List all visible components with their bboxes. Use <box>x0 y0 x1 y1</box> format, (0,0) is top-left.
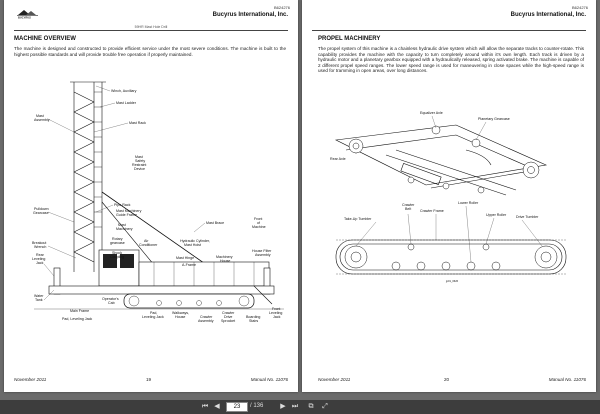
overview-paragraph: The machine is designed and constructed to provide efficient service under the most severe conditions. The machine is built to the highest possible standards and will provide trouble free operation if properly maintained. <box>14 46 286 57</box>
label-shock-coupling: Shock Coupling <box>110 251 125 259</box>
label-machinery-house: Machinery House <box>216 255 233 263</box>
label-mast-hinge: Mast Hinge <box>176 256 195 260</box>
label-air-conditioner: Air Conditioner <box>139 239 158 247</box>
drill-diagram <box>14 72 290 332</box>
header-divider <box>312 30 586 31</box>
label-pad-leveling-jack: Pad, Leveling Jack <box>62 317 93 321</box>
label-hydraulic-cylinder: Hydraulic Cylinder, Mast Hoist <box>180 239 210 247</box>
label-breakout-wrench: Breakout Wrench <box>32 241 47 249</box>
label-crawler-drive-sprocket: Crawler Drive Sprocket <box>221 311 236 323</box>
footer-date: November 2011 <box>318 377 351 382</box>
label-crawler-frame: Crawler Frame <box>420 209 444 213</box>
previous-page-icon[interactable]: ◀ <box>214 403 220 410</box>
label-pulldown-gearcase: Pulldown Gearcase <box>33 207 49 215</box>
company-name: Bucyrus International, Inc. <box>510 12 586 18</box>
doc-subtitle: 59HR Mast Hole Drill <box>134 25 168 29</box>
viewer-toolbar <box>0 400 600 414</box>
label-planetary-gearcase: Planetary Gearcase <box>478 117 510 121</box>
label-front-of-machine: Front of Machine <box>252 217 266 229</box>
label-winch-auxiliary: Winch, Auxiliary <box>111 89 137 93</box>
propel-paragraph: The propel system of this machine is a chainless hydraulic drive system which will allow the separate tracks to counter-rotate. This capability provides the machine with the capacity to turn completely around within it's own length. Each track is driven by a hydraulic motor and a planetary gearbox equipped with a hydraulically released, spring activated brake. The machine is capable of 2 different propel speed ranges. The lower speed range is used for maneuvering in close spaces while the high-speed range is used for tramming in open areas, over long distances. <box>318 46 584 74</box>
page-total: / 136 <box>250 403 264 409</box>
section-title: MACHINE OVERVIEW <box>14 36 76 42</box>
label-rotary-gearcase: Rotary gearcase <box>110 237 125 245</box>
page-20 <box>302 0 596 392</box>
label-main-frame: Main Frame <box>70 309 90 313</box>
next-page-icon[interactable]: ▶ <box>280 403 286 410</box>
doc-number: B624276 <box>273 5 290 10</box>
label-crawler-belt: Crawler Belt <box>402 203 415 211</box>
footer-manual-number: Manual No. 11076 <box>250 377 288 382</box>
section-title: PROPEL MACHINERY <box>318 36 381 42</box>
label-pad-leveling-jack-2: Pad, Leveling Jack <box>142 311 164 319</box>
footer-page-number: 19 <box>146 377 152 382</box>
fit-page-icon[interactable]: ⤢ <box>322 403 328 410</box>
label-mast-assembly: Mast Assembly <box>34 114 50 122</box>
first-page-icon[interactable]: ⏮ <box>201 403 209 410</box>
label-front-leveling-jack: Front Leveling Jack <box>269 307 283 319</box>
label-lower-roller: Lower Roller <box>458 201 479 205</box>
label-upper-roller: Upper Roller <box>486 213 507 217</box>
label-water-tank: Water Tank <box>34 294 44 302</box>
label-walkways-house: Walkways, House <box>172 311 190 319</box>
page-number-input[interactable]: 23 <box>226 402 248 412</box>
bucyrus-logo <box>16 9 44 19</box>
label-crawler-assembly: Crawler Assembly <box>198 315 214 323</box>
page-19 <box>4 0 298 392</box>
header-divider <box>14 30 288 31</box>
label-house-filter: House Filter Assembly <box>252 249 272 257</box>
last-page-icon[interactable]: ⏭ <box>291 403 299 410</box>
footer-date: November 2011 <box>14 377 47 382</box>
label-rear-axle: Rear Axle <box>330 157 346 161</box>
label-mast-ladder: Mast Ladder <box>116 101 136 105</box>
label-rear-leveling-jack: Rear Leveling Jack <box>32 253 46 265</box>
footer-manual-number: Manual No. 11076 <box>548 377 586 382</box>
label-a-frame: A-Frame <box>182 263 196 267</box>
label-boarding-stairs: Boarding Stairs <box>246 315 261 323</box>
label-take-up-tumbler: Take-Up Tumbler <box>344 217 372 221</box>
label-pipe-rack: Pipe Rack <box>114 203 131 207</box>
label-mast-safety-restraint: Mast Safety Restraint Device <box>132 155 147 171</box>
company-name: Bucyrus International, Inc. <box>212 12 288 18</box>
label-drive-tumbler: Drive Tumbler <box>516 215 539 219</box>
label-mast-machinery-guide-frame: Mast Machinery Guide Frame <box>116 209 142 217</box>
label-operators-cab: Operator's Cab <box>102 297 119 305</box>
label-mast-machinery: Mast Machinery <box>116 223 133 231</box>
label-equalizer-axle: Equalizer Axle <box>420 111 443 115</box>
copy-icon[interactable]: ⧉ <box>308 403 314 410</box>
label-fig-id: jp01_0626 <box>446 280 459 283</box>
doc-number: B624276 <box>571 5 588 10</box>
propel-diagram <box>316 110 588 310</box>
footer-page-number: 20 <box>444 377 450 382</box>
label-mast-brace: Mast Brace <box>206 221 225 225</box>
label-mast-rack: Mast Rack <box>129 121 146 125</box>
svg-text:BUCYRUS: BUCYRUS <box>18 16 31 19</box>
